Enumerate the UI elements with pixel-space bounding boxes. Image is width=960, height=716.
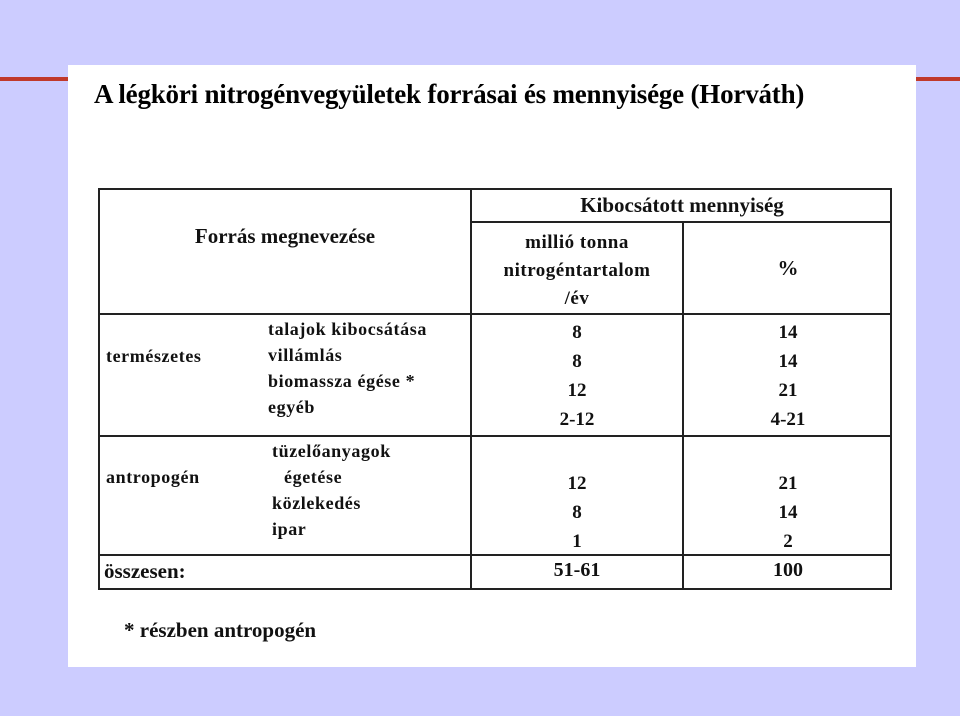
category-label: természetes xyxy=(106,346,202,366)
source-item: egyéb xyxy=(268,397,315,417)
amount-value: 8 xyxy=(572,351,582,372)
amount-value: 12 xyxy=(567,380,587,401)
percent-header: % xyxy=(777,256,799,280)
slide xyxy=(68,65,916,667)
unit-header-line: /év xyxy=(564,288,590,309)
percent-value: 14 xyxy=(778,502,798,523)
source-list xyxy=(272,438,391,542)
source-item: égetése xyxy=(284,467,343,487)
source-item: közlekedés xyxy=(272,493,361,513)
footnote: * részben antropogén xyxy=(124,618,317,642)
percent-column xyxy=(684,469,892,556)
total-amount: 51-61 xyxy=(553,559,601,581)
amount-value: 8 xyxy=(572,502,582,523)
divider-header-bottom xyxy=(100,313,892,315)
percent-value: 4-21 xyxy=(770,409,806,430)
amount-value: 8 xyxy=(572,322,582,343)
category-label: antropogén xyxy=(106,467,200,487)
percent-value: 2 xyxy=(783,531,793,552)
source-item: ipar xyxy=(272,519,307,539)
total-label: összesen: xyxy=(104,559,186,583)
source-item: villámlás xyxy=(268,345,343,365)
emitted-header: Kibocsátott mennyiség xyxy=(580,193,784,217)
percent-value: 14 xyxy=(778,351,798,372)
amount-value: 2-12 xyxy=(559,409,595,430)
accent-line-right xyxy=(915,77,960,81)
percent-value: 21 xyxy=(778,380,798,401)
amount-column xyxy=(472,469,682,556)
source-list xyxy=(268,316,427,420)
amount-value: 1 xyxy=(572,531,582,552)
source-item: biomassza égése * xyxy=(268,371,416,391)
source-item: tüzelőanyagok xyxy=(272,441,391,461)
source-header: Forrás megnevezése xyxy=(194,224,376,248)
divider-header xyxy=(470,221,892,223)
slide-title: A légköri nitrogénvegyületek forrásai és mennyisége (Horváth) xyxy=(94,79,805,109)
source-item: talajok kibocsátása xyxy=(268,319,427,339)
unit-header-line: millió tonna xyxy=(525,232,629,253)
amount-value: 12 xyxy=(567,473,587,494)
total-percent: 100 xyxy=(773,559,803,581)
percent-column xyxy=(684,318,892,434)
accent-line-left xyxy=(0,77,70,81)
sources-table xyxy=(98,188,892,590)
unit-header xyxy=(472,229,682,313)
unit-header-line: nitrogéntartalom xyxy=(503,260,651,281)
percent-value: 14 xyxy=(778,322,798,343)
divider-groups xyxy=(100,435,892,437)
percent-value: 21 xyxy=(778,473,798,494)
amount-column xyxy=(472,318,682,434)
